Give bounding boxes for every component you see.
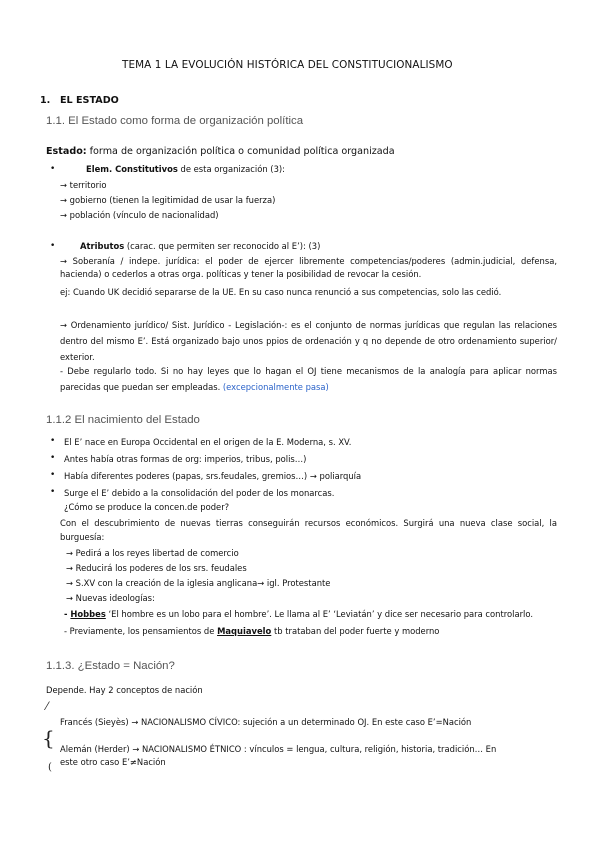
bullet-icon: •	[50, 164, 56, 174]
consequence-item: → S.XV con la creación de la iglesia anglicana→ igl. Protestante	[66, 578, 331, 588]
bullet-icon: •	[50, 470, 56, 480]
subsection-title: 1.1.3. ¿Estado = Nación?	[46, 660, 175, 672]
brace-bottom-icon: (	[48, 762, 52, 773]
depende-text: Depende. Hay 2 conceptos de nación	[46, 685, 203, 695]
aleman-concept: Alemán (Herder) → NACIONALISMO ÉTNICO : vínculos = lengua, cultura, religión, historia, tradición… En	[60, 744, 497, 754]
brace-icon: {	[42, 726, 55, 750]
brace-top-icon: ⁄	[46, 700, 48, 713]
question-text: ¿Cómo se produce la concen.de poder?	[64, 502, 230, 512]
elements-heading	[86, 163, 285, 176]
attributes-heading	[80, 240, 320, 253]
bullet-icon: •	[50, 453, 56, 463]
bullet-icon: •	[50, 436, 56, 446]
subsection-title: 1.1.2 El nacimiento del Estado	[46, 414, 200, 426]
list-item: Había diferentes poderes (papas, srs.feudales, gremios…) → poliarquía	[64, 471, 362, 481]
bullet-icon: •	[50, 487, 56, 497]
element-item: → gobierno (tienen la legitimidad de usar la fuerza)	[60, 195, 276, 205]
soberania-paragraph: → Soberanía / indepe. jurídica: el poder de ejercer libremente competencias/poderes (admin.judicial, defensa, hacienda) o cederlos a otras orga. políticas y tener la posibilidad de revocar la cesión.	[60, 256, 557, 279]
regular-paragraph	[60, 363, 557, 395]
definition-label: Estado:	[46, 146, 87, 157]
page-title: TEMA 1 LA EVOLUCIÓN HISTÓRICA DEL CONSTITUCIONALISMO	[122, 59, 453, 71]
hobbes-line: - Hobbes ‘El hombre es un lobo para el hombre’. Le llama al E’ ‘Leviatán’ y dice ser necesario para controlarlo.	[64, 609, 533, 619]
definition-line	[46, 146, 395, 157]
elements-label: Elem. Constitutivos	[86, 164, 178, 174]
bullet-icon: •	[50, 241, 56, 251]
element-item: → población (vínculo de nacionalidad)	[60, 210, 219, 220]
subsection-title: 1.1. El Estado como forma de organización política	[46, 115, 304, 127]
burguesia-paragraph: Con el descubrimiento de nuevas tierras conseguirán recursos económicos. Surgirá una nueva clase social, la burguesía:	[60, 518, 557, 542]
section-number: 1.	[40, 95, 51, 106]
list-item: Surge el E’ debido a la consolidación del poder de los monarcas.	[64, 488, 335, 498]
section-heading: EL ESTADO	[60, 95, 119, 106]
maquiavelo-post: tb trataban del poder fuerte y moderno	[271, 626, 440, 636]
consequence-item: → Pedirá a los reyes libertad de comercio	[66, 548, 239, 558]
element-item: → territorio	[60, 180, 107, 190]
maquiavelo-pre: - Previamente, los pensamientos de	[64, 626, 218, 636]
attributes-label: Atributos	[80, 241, 125, 251]
elements-text: de esta organización (3):	[177, 164, 285, 174]
maquiavelo-name: Maquiavelo	[217, 626, 272, 636]
frances-concept: Francés (Sieyès) → NACIONALISMO CÍVICO: sujeción a un determinado OJ. En este caso E’=Nación	[60, 717, 472, 727]
consequence-item: → Nuevas ideologías:	[66, 593, 155, 603]
attributes-text: (carac. que permiten ser reconocido al E’): (3)	[124, 241, 321, 251]
hobbes-text: ‘El hombre es un lobo para el hombre’. Le llama al E’ ‘Leviatán’ y dice ser necesario para controlarlo.	[105, 609, 533, 619]
aleman-concept-cont: este otro caso E’≠Nación	[60, 757, 166, 767]
definition-text: forma de organización política o comunidad política organizada	[86, 146, 395, 157]
example-text: ej: Cuando UK decidió separarse de la UE. En su caso nunca renunció a sus competencias, solo las cedió.	[60, 287, 502, 297]
excepcional-note: (excepcionalmente pasa)	[222, 382, 329, 392]
consequence-item: → Reducirá los poderes de los srs. feudales	[66, 563, 247, 573]
ordenamiento-paragraph: → Ordenamiento jurídico/ Sist. Jurídico - Legislación-: es el conjunto de normas jurídicas que regulan las relaciones dentro del mismo E’. Está organizado bajo unos ppios de ordenación y q no depende de otro ordenamiento superior/ exterior.	[60, 320, 557, 362]
list-item: El E’ nace en Europa Occidental en el origen de la E. Moderna, s. XV.	[64, 437, 352, 447]
regular-text: - Debe regularlo todo. Si no hay leyes que lo hagan el OJ tiene mecanismos de la analogía para aplicar normas parecidas que puedan ser empleadas.	[60, 366, 557, 392]
hobbes-name: Hobbes	[70, 609, 106, 619]
list-item: Antes había otras formas de org: imperios, tribus, polis…)	[64, 454, 307, 464]
maquiavelo-line	[64, 625, 439, 638]
